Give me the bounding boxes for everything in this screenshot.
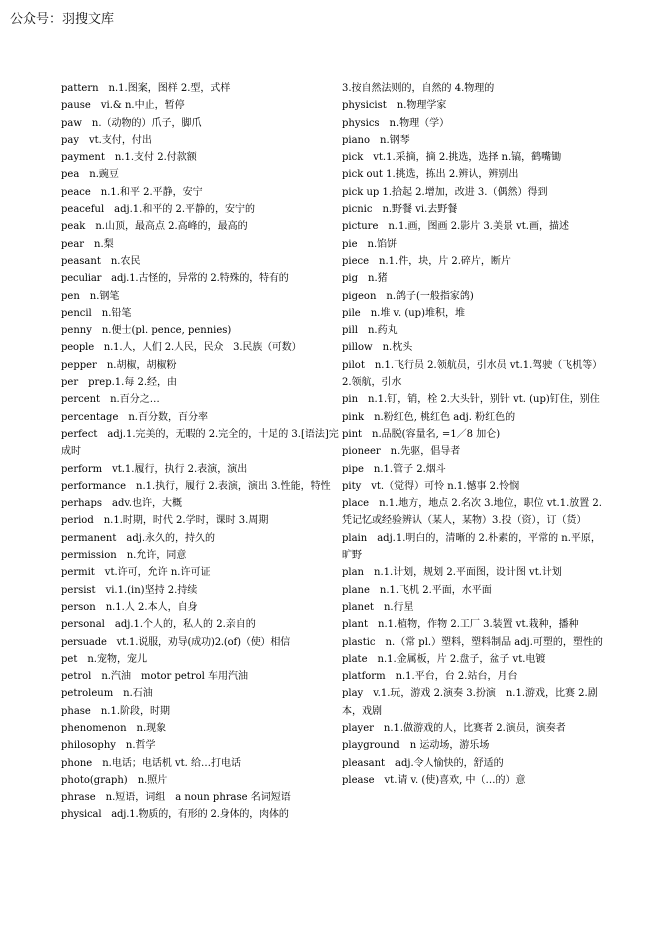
vocab-entry: pepper n.胡椒，胡椒粉 [61,359,177,371]
vocab-entry: pea n.豌豆 [61,169,119,181]
vocab-entry: pile n.堆 v. (up)堆积，堆 [342,307,465,319]
vocab-entry: photo(graph) n.照片 [61,774,168,786]
vocab-entry: pill n.药丸 [342,325,398,337]
vocab-entry: peace n.1.和平 2.平静，安宁 [61,186,203,198]
vocab-entry: perfect adj.1.完美的，无暇的 2.完全的，十足的 3.[语法]完成时 [61,428,339,458]
vocab-entry: pear n.梨 [61,238,114,250]
vocab-entry: picture n.1.画，图画 2.影片 3.美景 vt.画，描述 [342,221,569,233]
vocab-entry: plant n.1.植物，作物 2.工厂 3.装置 vt.栽种，播种 [342,619,579,631]
vocab-entry: phrase n.短语，词组 a noun phrase 名词短语 [61,792,291,804]
vocab-entry: personal adj.1.个人的，私人的 2.亲自的 [61,619,256,631]
vocab-entry: plane n.1.飞机 2.平面，水平面 [342,584,492,596]
vocab-entry: permanent adj.永久的，持久的 [61,532,216,544]
vocab-entry: petroleum n.石油 [61,688,153,700]
vocab-entry: permission n.允许，同意 [61,550,187,562]
vocab-entry: pioneer n.先驱，倡导者 [342,446,461,458]
vocab-entry: plate n.1.金属板，片 2.盘子，盆子 vt.电镀 [342,653,546,665]
vocab-entry: persist vi.1.(in)坚持 2.持续 [61,584,198,596]
vocab-entry: per prep.1.每 2.经，由 [61,377,178,389]
vocab-entry: physics n.物理（学） [342,117,450,129]
vocab-entry: picnic n.野餐 vi.去野餐 [342,204,458,216]
vocab-entry: pet n.宠物，宠儿 [61,653,147,665]
vocab-entry: playground n 运动场，游乐场 [342,740,490,752]
vocab-entry: perhaps adv.也许，大概 [61,498,183,510]
vocab-entry: penny n.便士(pl. pence, pennies) [61,325,232,337]
vocab-entry: pillow n.枕头 [342,342,413,354]
vocab-entry: phone n.电话；电话机 vt. 给…打电话 [61,757,242,769]
vocab-entry: physical adj.1.物质的，有形的 2.身体的，肉体的 [61,809,289,821]
vocab-entry: peaceful adj.1.和平的 2.平静的，安宁的 [61,204,256,216]
vocab-entry: pig n.猪 [342,273,388,285]
vocab-entry: pen n.钢笔 [61,290,120,302]
vocab-entry: perform vt.1.履行，执行 2.表演，演出 [61,463,248,475]
vocab-entry: pick out 1.挑选，拣出 2.辨认，辨别出 [342,169,519,181]
vocab-entry: pity vt.（觉得）可怜 n.1.憾事 2.怜悯 [342,480,520,492]
vocab-entry: pipe n.1.管子 2.烟斗 [342,463,446,475]
vocab-entry: peasant n.农民 [61,255,141,267]
right-vocab-column [342,80,604,789]
vocab-entry: plastic n.（常 pl.）塑料，塑料制品 adj.可塑的，塑性的 [342,636,603,648]
vocab-entry: peculiar adj.1.古怪的，异常的 2.特殊的，特有的 [61,273,289,285]
vocab-entry: pencil n.铅笔 [61,307,132,319]
vocab-entry: pigeon n.鸽子(一般指家鸽) [342,290,474,302]
vocab-entry: please vt.请 v. (使)喜欢, 中（…的）意 [342,774,526,786]
page-header: 公众号：羽搜文库 [10,12,115,27]
vocab-entry: pint n.品脱(容量名, =1／8 加仑) [342,428,501,440]
vocab-entry: pin n.1.钉，销，栓 2.大头针，别针 vt. (up)钉住，别住 [342,394,600,406]
vocab-entry: pie n.馅饼 [342,238,398,250]
vocab-entry: plan n.1.计划，规划 2.平面图，设计图 vt.计划 [342,567,562,579]
vocab-entry: performance n.1.执行，履行 2.表演，演出 3.性能，特性 [61,480,331,492]
vocab-entry: permit vt.许可，允许 n.许可证 [61,567,211,579]
vocab-entry: payment n.1.支付 2.付款额 [61,152,197,164]
vocab-entry: percentage n.百分数，百分率 [61,411,208,423]
vocab-entry: platform n.1.平台，台 2.站台，月台 [342,671,518,683]
vocab-entry: pink n.粉红色, 桃红色 adj. 粉红色的 [342,411,516,423]
vocab-entry: player n.1.做游戏的人，比赛者 2.演员，演奏者 [342,722,566,734]
vocab-entry: pick up 1.拾起 2.增加，改进 3.（偶然）得到 [342,186,548,198]
vocab-entry: paw n.（动物的）爪子，脚爪 [61,117,202,129]
vocab-entry: pilot n.1.飞行员 2.领航员，引水员 vt.1.驾驶（飞机等）2.领航，引水 [342,359,603,389]
vocab-entry: pay vt.支付，付出 [61,134,152,146]
vocab-entry: phase n.1.阶段，时期 [61,705,171,717]
vocab-entry: physicist n.物理学家 [342,100,447,112]
vocab-entry: petrol n.汽油 motor petrol 车用汽油 [61,671,248,683]
vocab-entry: persuade vt.1.说服，劝导(成功)2.(of)（使）相信 [61,636,291,648]
vocab-entry: person n.1.人 2.本人，自身 [61,601,198,613]
vocab-entry: period n.1.时期，时代 2.学时，课时 3.周期 [61,515,269,527]
vocab-entry: peak n.山顶，最高点 2.高峰的，最高的 [61,221,248,233]
left-vocab-column [61,80,341,824]
vocab-entry: place n.1.地方，地点 2.名次 3.地位，职位 vt.1.放置 2.凭记忆或经验辨认（某人，某物）3.投（资），订（货） [342,498,602,527]
vocab-entry: pause vi.& n.中止，暂停 [61,100,185,112]
vocab-entry: philosophy n.哲学 [61,740,156,752]
vocab-entry: piece n.1.件，块，片 2.碎片，断片 [342,255,511,267]
vocab-entry: percent n.百分之… [61,394,160,406]
vocab-entry: 3.按自然法则的，自然的 4.物理的 [342,83,495,94]
vocab-entry: planet n.行星 [342,601,414,613]
vocab-entry: pattern n.1.图案，图样 2.型，式样 [61,83,231,94]
vocab-entry: pleasant adj.令人愉快的，舒适的 [342,757,504,769]
vocab-entry: people n.1.人，人们 2.人民，民众 3.民族（可数） [61,342,302,354]
vocab-entry: phenomenon n.现象 [61,722,167,734]
vocab-entry: piano n.钢琴 [342,134,410,146]
vocab-entry: pick vt.1.采摘，摘 2.挑选，选择 n.镐，鹤嘴锄 [342,152,562,164]
vocab-entry: plain adj.1.明白的，清晰的 2.朴素的，平常的 n.平原，旷野 [342,532,601,562]
vocab-entry: play v.1.玩，游戏 2.演奏 3.扮演 n.1.游戏，比赛 2.剧本，戏剧 [342,688,598,717]
